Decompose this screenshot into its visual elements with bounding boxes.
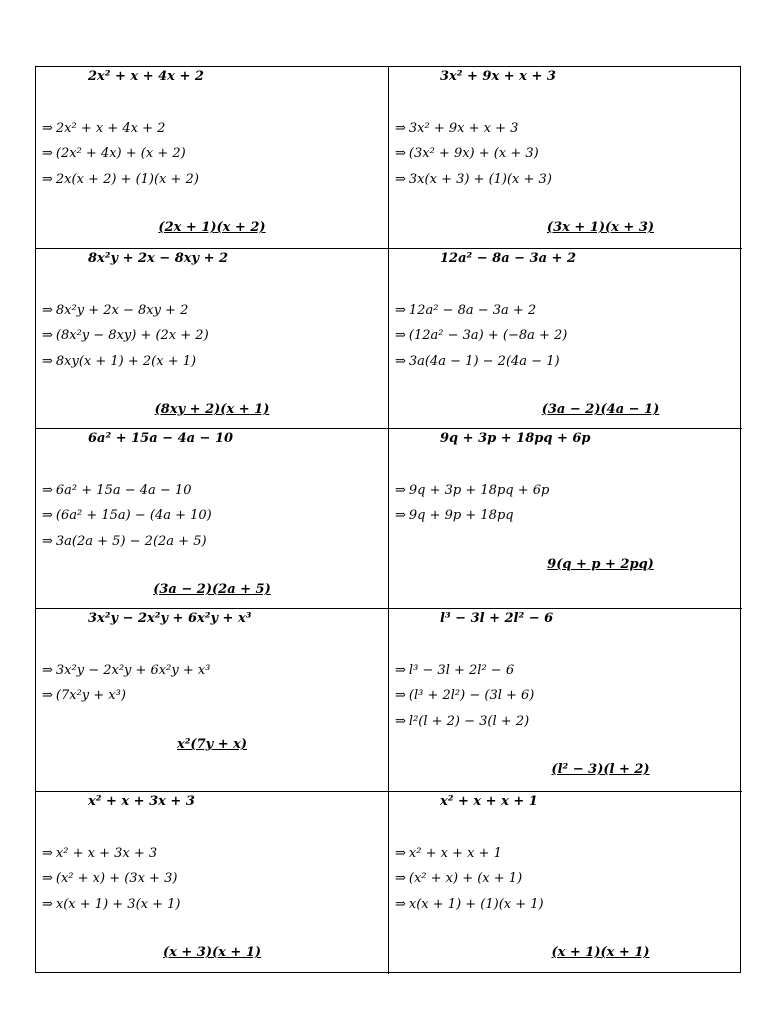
solution-step: ⇒ 3x(x + 3) + (1)(x + 3)	[395, 171, 552, 187]
implies-arrow: ⇒	[42, 121, 53, 136]
factored-answer: (3a − 2)(2a + 5)	[153, 582, 271, 597]
implies-arrow: ⇒	[42, 846, 53, 861]
implies-arrow: ⇒	[42, 871, 53, 887]
solution-step: ⇒ 8xy(x + 1) + 2(x + 1)	[42, 353, 197, 369]
implies-arrow: ⇒	[42, 896, 53, 912]
solution-step: ⇒ 9q + 3p + 18pq + 6p	[395, 483, 550, 498]
implies-arrow: ⇒	[395, 146, 406, 162]
implies-arrow: ⇒	[42, 328, 53, 344]
solution-step: ⇒ x(x + 1) + 3(x + 1)	[42, 896, 181, 912]
factored-answer: (x + 3)(x + 1)	[162, 945, 262, 960]
problem-expression: 6a² + 15a − 4a − 10	[88, 431, 234, 446]
implies-arrow: ⇒	[395, 688, 406, 704]
problem-cell	[36, 67, 389, 249]
problem-expression: 3x² + 9x + x + 3	[440, 69, 556, 84]
solution-step: ⇒ 9q + 9p + 18pq	[395, 508, 514, 524]
solution-steps	[395, 662, 534, 738]
solution-steps	[42, 302, 209, 378]
problem-cell	[36, 792, 389, 974]
factored-answer: 9(q + p + 2pq)	[547, 557, 654, 572]
problem-cell	[389, 67, 742, 249]
implies-arrow: ⇒	[42, 353, 53, 369]
problem-expression: 3x²y − 2x²y + 6x²y + x³	[88, 611, 252, 626]
solution-step: ⇒ (x² + x) + (x + 1)	[395, 871, 523, 887]
implies-arrow: ⇒	[395, 663, 406, 678]
implies-arrow: ⇒	[395, 353, 406, 369]
implies-arrow: ⇒	[42, 533, 53, 549]
problem-cell	[389, 429, 742, 609]
solution-step: ⇒ 2x(x + 2) + (1)(x + 2)	[42, 171, 199, 187]
implies-arrow: ⇒	[395, 508, 406, 524]
solution-step: ⇒ 3a(2a + 5) − 2(2a + 5)	[42, 533, 207, 549]
problem-cell	[36, 429, 389, 609]
implies-arrow: ⇒	[42, 303, 53, 318]
solution-step: ⇒ x² + x + x + 1	[395, 846, 502, 861]
solution-steps	[395, 120, 552, 196]
implies-arrow: ⇒	[395, 483, 406, 498]
problem-cell	[36, 609, 389, 792]
solution-steps	[42, 662, 210, 713]
factored-answer: x²(7y + x)	[176, 737, 248, 752]
factored-answer: (l² − 3)(l + 2)	[551, 762, 650, 777]
problem-expression: x² + x + x + 1	[440, 794, 538, 809]
solution-step: ⇒ (6a² + 15a) − (4a + 10)	[42, 508, 212, 524]
problem-cell	[389, 249, 742, 429]
solution-step: ⇒ (12a² − 3a) + (−8a + 2)	[395, 328, 568, 344]
solution-step: ⇒ (x² + x) + (3x + 3)	[42, 871, 178, 887]
implies-arrow: ⇒	[395, 171, 406, 187]
implies-arrow: ⇒	[395, 303, 406, 318]
implies-arrow: ⇒	[42, 663, 53, 678]
solution-step: ⇒ 2x² + x + 4x + 2	[42, 121, 166, 136]
solution-steps	[42, 482, 212, 558]
solution-steps	[395, 482, 549, 533]
solution-step: ⇒ 8x²y + 2x − 8xy + 2	[42, 303, 189, 318]
implies-arrow: ⇒	[395, 713, 406, 729]
implies-arrow: ⇒	[395, 846, 406, 861]
problem-cell	[389, 792, 742, 974]
implies-arrow: ⇒	[395, 896, 406, 912]
solution-step: ⇒ 3x² + 9x + x + 3	[395, 121, 519, 136]
implies-arrow: ⇒	[42, 508, 53, 524]
implies-arrow: ⇒	[42, 171, 53, 187]
solution-step: ⇒ l²(l + 2) − 3(l + 2)	[395, 713, 530, 729]
solution-step: ⇒ x(x + 1) + (1)(x + 1)	[395, 896, 544, 912]
worksheet-table	[35, 66, 741, 973]
solution-step: ⇒ (3x² + 9x) + (x + 3)	[395, 146, 539, 162]
factored-answer: (8xy + 2)(x + 1)	[154, 402, 270, 417]
factored-answer: (3x + 1)(x + 3)	[546, 220, 655, 235]
solution-steps	[42, 845, 180, 921]
problem-expression: 8x²y + 2x − 8xy + 2	[88, 251, 229, 266]
problem-expression: 12a² − 8a − 3a + 2	[440, 251, 577, 266]
implies-arrow: ⇒	[42, 483, 53, 498]
solution-step: ⇒ 6a² + 15a − 4a − 10	[42, 483, 192, 498]
solution-step: ⇒ 3x²y − 2x²y + 6x²y + x³	[42, 663, 211, 678]
factored-answer: (2x + 1)(x + 2)	[158, 220, 266, 235]
solution-step: ⇒ l³ − 3l + 2l² − 6	[395, 663, 515, 678]
solution-step: ⇒ 3a(4a − 1) − 2(4a − 1)	[395, 353, 560, 369]
solution-steps	[395, 845, 544, 921]
solution-step: ⇒ (7x²y + x³)	[42, 688, 126, 704]
problem-expression: 9q + 3p + 18pq + 6p	[440, 431, 591, 446]
factored-answer: (x + 1)(x + 1)	[551, 945, 650, 960]
solution-step: ⇒ (l³ + 2l²) − (3l + 6)	[395, 688, 535, 704]
solution-step: ⇒ 12a² − 8a − 3a + 2	[395, 303, 537, 318]
problem-expression: x² + x + 3x + 3	[88, 794, 195, 809]
implies-arrow: ⇒	[395, 121, 406, 136]
solution-step: ⇒ (8x²y − 8xy) + (2x + 2)	[42, 328, 209, 344]
solution-steps	[42, 120, 199, 196]
solution-steps	[395, 302, 567, 378]
implies-arrow: ⇒	[42, 688, 53, 704]
implies-arrow: ⇒	[42, 146, 53, 162]
problem-cell	[389, 609, 742, 792]
problem-expression: 2x² + x + 4x + 2	[88, 69, 204, 84]
implies-arrow: ⇒	[395, 328, 406, 344]
solution-step: ⇒ x² + x + 3x + 3	[42, 846, 158, 861]
factored-answer: (3a − 2)(4a − 1)	[541, 402, 660, 417]
implies-arrow: ⇒	[395, 871, 406, 887]
solution-step: ⇒ (2x² + 4x) + (x + 2)	[42, 146, 186, 162]
problem-expression: l³ − 3l + 2l² − 6	[440, 611, 554, 626]
problem-cell	[36, 249, 389, 429]
